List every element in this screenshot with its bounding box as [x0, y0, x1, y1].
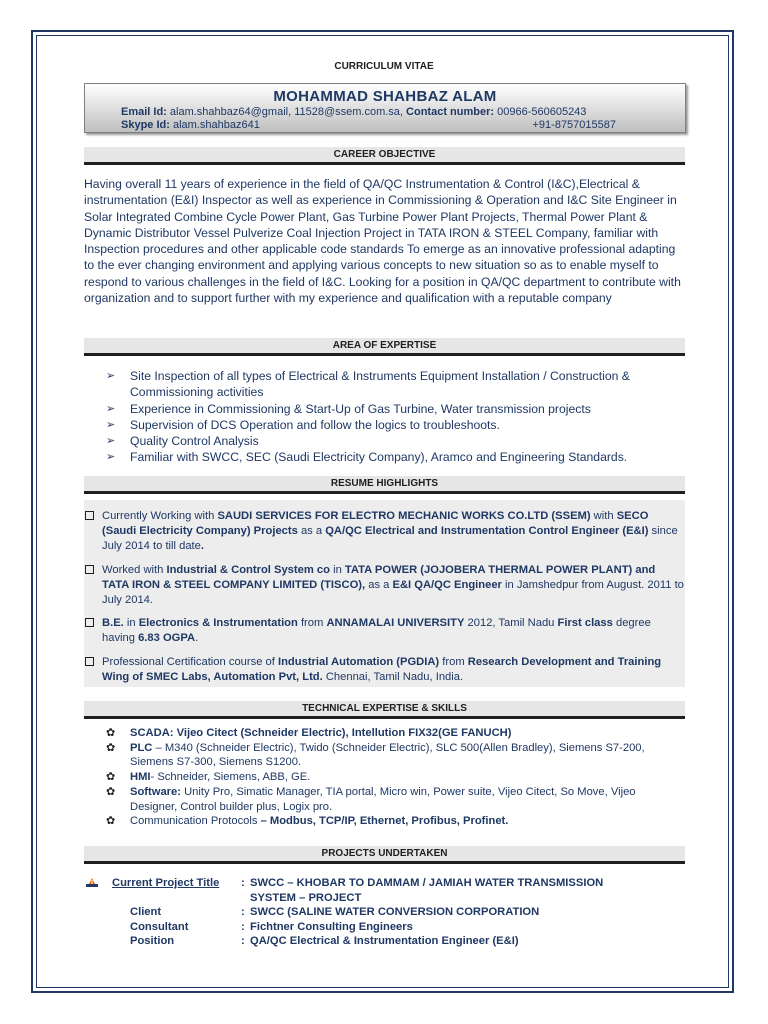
- list-item: ✿ SCADA: Vijeo Citect (Schneider Electric), Intellution FIX32(GE FANUCH): [106, 727, 512, 739]
- client-value: SWCC (SALINE WATER CONVERSION CORPORATION: [250, 906, 540, 918]
- square-bullet-icon: [85, 618, 94, 627]
- career-objective-text: Having overall 11 years of experience in the field of QA/QC Instrumentation & Control (I&C),Electrical & instrumentation (E&I) Inspector as well as experience in Commissioning & Operation and I&C Site Engineer in Solar Integrated Combine Cycle Power Plant, Gas Turbine Power Plant Projects, Thermal Power Plant & Dynamic Distributor Vessel Pulverize Coal Injection Project in TATA IRON & STEEL Company, familiar with Inspection procedures and other applicable code standards To emerge as an innovative professional adapting to the ever changing environment and applying various concepts to new situation so as to enable myself to respond to various challenges in the field of I&C. Looking for a position in QA/QC department to contribute with organization and to support further with my experience and qualification with a reputable company: [84, 177, 681, 306]
- list-item: ✿ Software: Unity Pro, Simatic Manager, TIA portal, Micro win, Power suite, Vijeo Citect, So Move, Vijeo Designer, Control builder plus, Logix pro.: [106, 785, 636, 813]
- section-resume-highlights: RESUME HIGHLIGHTS: [84, 476, 685, 494]
- gear-bullet-icon: ✿: [106, 741, 116, 754]
- technical-skills-list: [106, 726, 684, 829]
- colon: :: [241, 921, 245, 933]
- arrow-bullet-icon: ➢: [106, 402, 116, 415]
- list-item: Worked with Industrial & Control System co in TATA POWER (JOJOBERA THERMAL POWER PLANT) and TATA IRON & STEEL COMPANY LIMITED (TISCO), as a E&I QA/QC Engineer in Jamshedpur from August. 2011 to July 2014.: [84, 563, 685, 608]
- email-label: Email Id:: [121, 106, 167, 118]
- cv-label: CURRICULUM VITAE: [334, 61, 434, 72]
- position-label: Position: [130, 935, 175, 947]
- list-item: ✿ HMI- Schneider, Siemens, ABB, GE.: [106, 771, 311, 784]
- section-technical-expertise: TECHNICAL EXPERTISE & SKILLS: [84, 701, 685, 719]
- project-title-value-2: SYSTEM – PROJECT: [250, 892, 362, 904]
- arrow-bullet-icon: ➢: [106, 451, 116, 464]
- highlights-panel: [84, 500, 685, 687]
- colon: :: [241, 877, 245, 889]
- square-bullet-icon: [85, 657, 94, 666]
- consultant-value: Fichtner Consulting Engineers: [250, 921, 413, 933]
- list-item: ➢ Experience in Commissioning & Start-Up of Gas Turbine, Water transmission projects: [106, 401, 591, 416]
- square-bullet-icon: [85, 565, 94, 574]
- gear-bullet-icon: ✿: [106, 771, 116, 784]
- list-item: B.E. in Electronics & Instrumentation from ANNAMALAI UNIVERSITY 2012, Tamil Nadu First class degree having 6.83 OGPA.: [84, 616, 685, 646]
- contact-label: Contact number:: [406, 106, 495, 118]
- list-item: Currently Working with SAUDI SERVICES FOR ELECTRO MECHANIC WORKS CO.LTD (SSEM) with SECO (Saudi Electricity Company) Projects as a QA/QC Electrical and Instrumentation Control Engineer (E&I) since July 2014 to till date.: [84, 509, 685, 554]
- list-item: ✿ PLC – M340 (Schneider Electric), Twido (Schneider Electric), SLC 500(Allen Bradley), Siemens S7-200, Siemens S7-300, Siemens S1200.: [106, 741, 645, 769]
- skype-value: alam.shahbaz641: [172, 119, 260, 131]
- position-value: QA/QC Electrical & Instrumentation Engineer (E&I): [250, 935, 519, 947]
- expertise-list: [104, 368, 684, 466]
- skype-label: Skype Id:: [121, 119, 170, 131]
- candidate-name: MOHAMMAD SHAHBAZ ALAM: [273, 88, 497, 105]
- arrow-bullet-icon: ➢: [106, 418, 116, 431]
- list-item: ✿ Communication Protocols – Modbus, TCP/IP, Ethernet, Profibus, Profinet.: [106, 815, 509, 828]
- square-bullet-icon: [85, 511, 94, 520]
- list-item: ➢ Familiar with SWCC, SEC (Saudi Electricity Company), Aramco and Engineering Standards.: [106, 450, 628, 465]
- colon: :: [241, 906, 245, 918]
- project-title-value: SWCC – KHOBAR TO DAMMAM / JAMIAH WATER TRANSMISSION: [250, 877, 604, 889]
- list-item: ➢ Supervision of DCS Operation and follow the logics to troubleshoots.: [106, 417, 500, 432]
- list-item: ➢ Site Inspection of all types of Electrical & Instruments Equipment Installation / Construction & Commissioning activities: [106, 369, 630, 400]
- consultant-label: Consultant: [130, 921, 189, 933]
- section-area-of-expertise: AREA OF EXPERTISE: [84, 338, 685, 356]
- name-header-box: [84, 83, 686, 133]
- project-title-label: Current Project Title: [112, 877, 220, 889]
- skype-line: [121, 119, 655, 131]
- list-item: Professional Certification course of Industrial Automation (PGDIA) from Research Development and Training Wing of SMEC Labs, Automation Pvt, Ltd. Chennai, Tamil Nadu, India.: [84, 655, 685, 685]
- gear-bullet-icon: ✿: [106, 727, 116, 739]
- gear-bullet-icon: ✿: [106, 785, 116, 798]
- section-projects-undertaken: PROJECTS UNDERTAKEN: [84, 846, 685, 864]
- section-career-objective: CAREER OBJECTIVE: [84, 147, 685, 165]
- colon: :: [241, 935, 245, 947]
- gear-bullet-icon: ✿: [106, 815, 116, 828]
- list-item: ➢ Quality Control Analysis: [106, 434, 259, 449]
- contact-value: 00966-560605243: [497, 106, 587, 118]
- client-label: Client: [130, 906, 162, 918]
- contact-value-2: +91-8757015587: [532, 119, 616, 131]
- arrow-bullet-icon: ➢: [106, 435, 116, 448]
- email-line: [121, 106, 655, 118]
- arrow-bullet-icon: ➢: [106, 370, 116, 382]
- pencil-bullet-icon: [86, 877, 98, 889]
- email-value: alam.shahbaz64@gmail, 11528@ssem.com.sa,: [169, 106, 403, 118]
